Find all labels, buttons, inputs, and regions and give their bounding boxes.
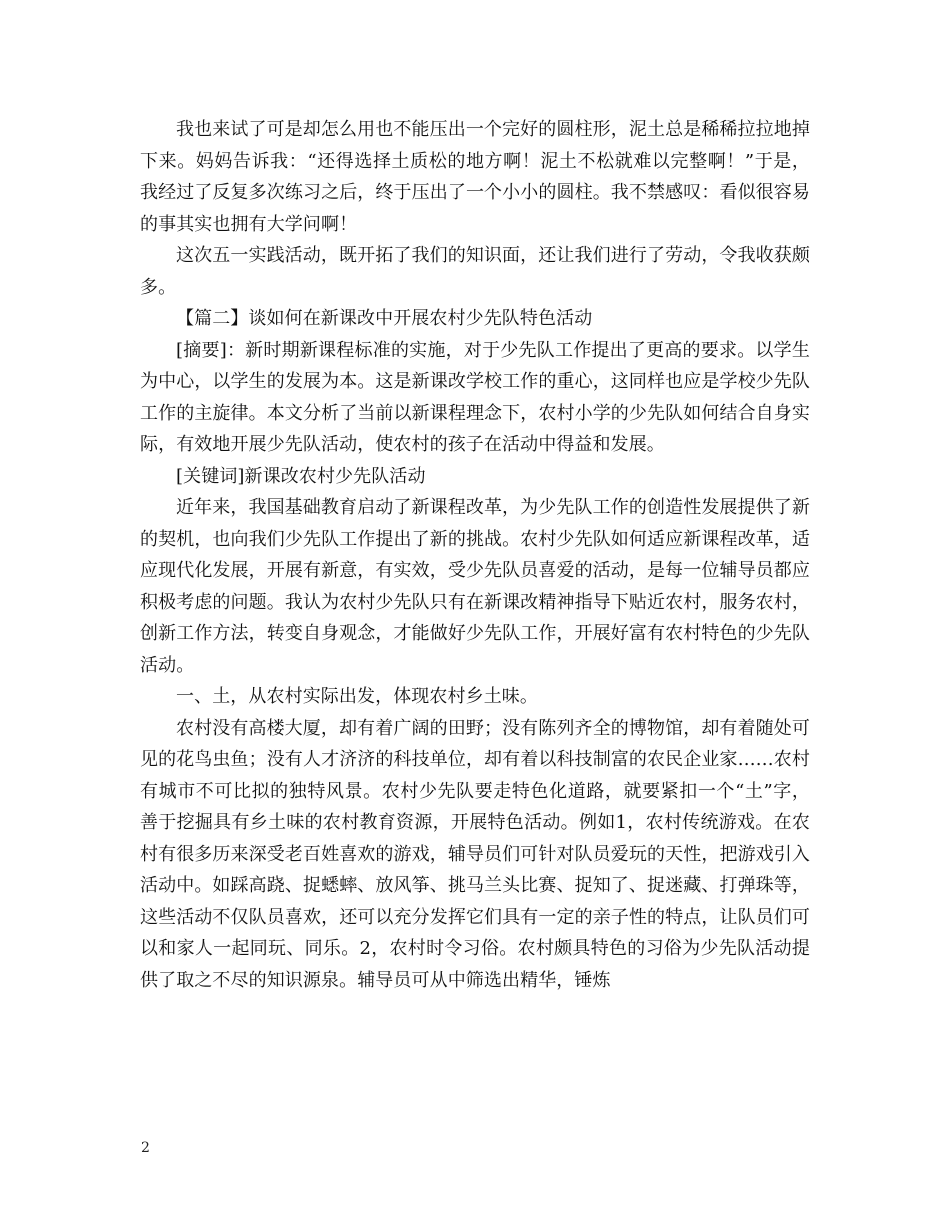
keywords-paragraph: [关键词]新课改农村少先队活动 [176, 465, 426, 487]
section-title: 【篇二】谈如何在新课改中开展农村少先队特色活动 [176, 308, 593, 329]
introduction-paragraph: 近年来，我国基础教育启动了新课程改革，为少先队工作的创造性发展提供了新的契机，也向我们少先队工作提出了新的挑战。农村少先队如何适应新课程改革，适应现代化发展，开展有新意，有实效，受少先队员喜爱的活动，是每一位辅导员都应积极考虑的问题。我认为农村少先队只有在新课改精神指导下贴近农村，服务农村，创新工作方法，转变自身观念，才能做好少先队工作，开展好富有农村特色的少先队活动。 [140, 497, 810, 676]
page-number: 2 [141, 1140, 150, 1156]
abstract-paragraph: [摘要]：新时期新课程标准的实施，对于少先队工作提出了更高的要求。以学生为中心，以学生的发展为本。这是新课改学校工作的重心，这同样也应是学校少先队工作的主旋律。本文分析了当前以新课程理念下，农村小学的少先队如何结合自身实际，有效地开展少先队活动，使农村的孩子在活动中得益和发展。 [140, 339, 810, 455]
body-text [140, 114, 810, 996]
rural-activities-paragraph: 农村没有高楼大厦，却有着广阔的田野；没有陈列齐全的博物馆，却有着随处可见的花鸟虫鱼；没有人才济济的科技单位，却有着以科技制富的农民企业家……农村有城市不可比拟的独特风景。农村少先队要走特色化道路，就要紧扣一个“土”字，善于挖掘具有乡土味的农村教育资源，开展特色活动。例如1，农村传统游戏。在农村有很多历来深受老百姓喜欢的游戏，辅导员们可针对队员爱玩的天性，把游戏引入活动中。如踩高跷、捉蟋蟀、放风筝、挑马兰头比赛、捉知了、捉迷藏、打弹珠等，这些活动不仅队员喜欢，还可以充分发挥它们具有一定的亲子性的特点，让队员们可以和家人一起同玩、同乐。2，农村时令习俗。农村颇具特色的习俗为少先队活动提供了取之不尽的知识源泉。辅导员可从中筛选出精华，锤炼 [140, 717, 810, 991]
paragraph-clay-cylinder: 我也来试了可是却怎么用也不能压出一个完好的圆柱形，泥土总是稀稀拉拉地掉下来。妈妈告诉我：“还得选择土质松的地方啊！泥土不松就难以完整啊！”于是，我经过了反复多次练习之后，终于压出了一个小小的圆柱。我不禁感叹：看似很容易的事其实也拥有大学问啊！ [140, 119, 810, 235]
subheading-one: 一、土，从农村实际出发，体现农村乡土味。 [176, 686, 538, 707]
paragraph-may-day-summary: 这次五一实践活动，既开拓了我们的知识面，还让我们进行了劳动，令我收获颇多。 [140, 245, 810, 298]
